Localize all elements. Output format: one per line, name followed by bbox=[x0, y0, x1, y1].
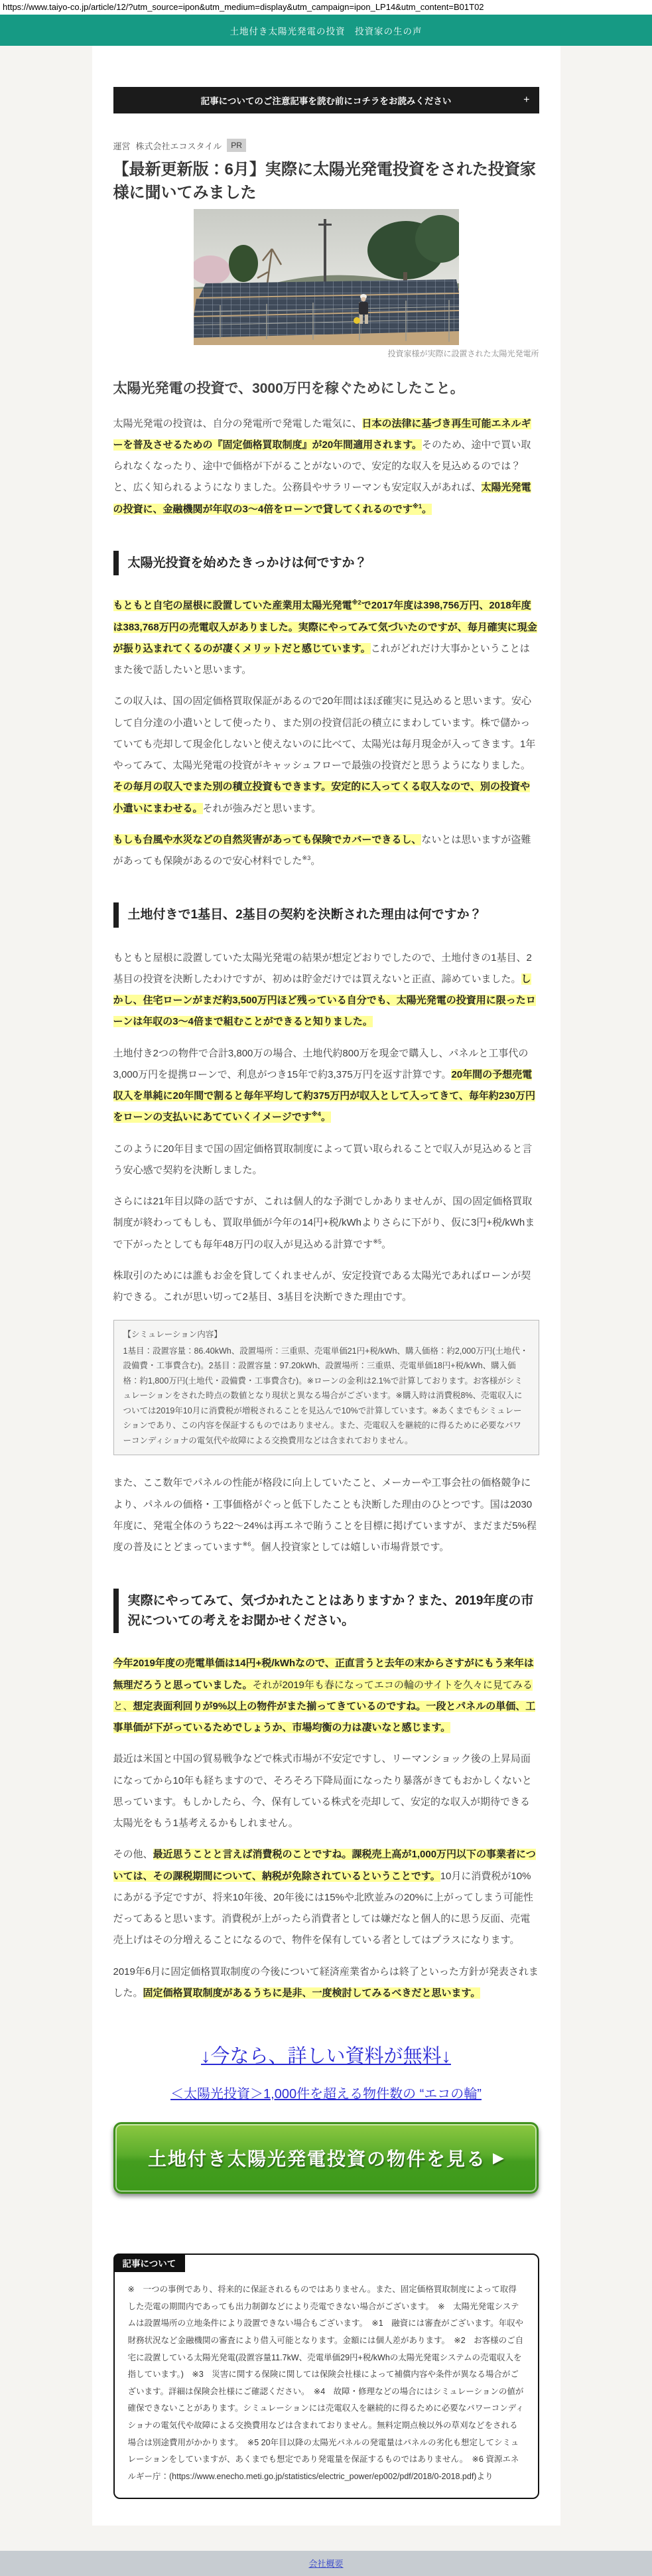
paragraph: 2019年6月に固定価格買取制度の今後について経済産業省からは終了といった方針が発表されました。固定価格買取制度があるうちに是非、一度検討してみるべきだと思います。 bbox=[113, 1966, 539, 1999]
company-overview-link[interactable]: 会社概要 bbox=[308, 2559, 344, 2569]
view-properties-button-label: 土地付き太陽光発電投資の物件を見る bbox=[148, 2149, 487, 2170]
solar-farm-illustration bbox=[194, 209, 459, 345]
notice-label: 記事についてのご注意記事を読む前にコチラをお読みください bbox=[200, 96, 452, 106]
simulation-disclaimer-box bbox=[113, 1320, 539, 1455]
lead-paragraphs bbox=[113, 413, 539, 520]
paragraph: さらには21年目以降の話ですが、これは個人的な予測でしかありませんが、国の固定価格買取制度が終わってもしも、買取単価が今年の14円+税/kWhよりさらに下がり、仮に3円+税/kWhまで下がったとしても毎年48万円の収入が見込める計算です$^{※5}$。 bbox=[113, 1196, 535, 1250]
paragraph: このように20年目まで国の固定価格買取制度によって買い取られることで収入が見込めると言う安心感で契約を決断しました。 bbox=[113, 1143, 533, 1176]
notice-bar[interactable] bbox=[113, 87, 539, 113]
simulation-box-body: 1基目：設置容量：86.40kWh、設置場所：三重県、売電単価21円+税/kWh、購入価格：約2,000万円(土地代・設備費・工事費含む)。2基目：設置容量：97.20kWh、設置場所：三重県、売電単価18円+税/kWh、購入価格：約1,800万円(土地代・設備費・工事費含む)。※ローンの金利は2.1%で計算しております。お客様がシミュレーションをされた時点の数値となり現状と異なる場合がございます。※購入時は消費税8%、売電収入については2019年10月に消費税が増税されることを見込んで10%で計算しています。※あくまでもシミュレーションであり、この内容を保証するものではありません。また、売電収入を継続的に得るために必要なパワーコンディショナの電気代や故障による交換費用などは含まれておりません。 bbox=[123, 1346, 529, 1445]
cta-block bbox=[113, 2041, 539, 2194]
paragraph: もしも台風や水災などの自然災害があっても保険でカバーできるし、ないとは思いますが盗難があっても保険があるので安心材料でした$^{※3}$。 bbox=[113, 833, 531, 867]
arrow-right-icon: ▶ bbox=[493, 2149, 504, 2167]
solar-farm-photo bbox=[194, 209, 459, 345]
section-q3-body bbox=[113, 1653, 539, 2004]
paragraph: 土地付き2つの物件で合計3,800万の場合、土地代約800万を現金で購入し、パネルと工事代の3,000万円を提携ローンで、利息がつき15年で約3,375万円を返す計算です。20年間の予想売電収入を単純に20年間で割ると毎年平均して約375万円が収入として入ってきて、毎年約230万円をローンの支払いにあてていくイメージです$^{※4}$。 bbox=[113, 1047, 535, 1123]
paragraph: その他、最近思うことと言えば消費税のことですね。課税売上高が1,000万円以下の事業者については、その課税期間について、納税が免除されているということです。10月に消費税が10%にあがる予定ですが、将来10年後、20年後には15%や北欧並みの20%に上がってしまう可能性だってあると思います。消費税が上がったら消費者としては嫌だなと個人的に思う反面、売電売上げはその分増えることになるので、物件を保有している者としてはプラスになります。 bbox=[113, 1849, 536, 1946]
pr-badge: PR bbox=[227, 139, 246, 152]
lead-heading: 太陽光発電の投資で、3000万円を稼ぐためにしたこと。 bbox=[113, 380, 464, 396]
article-card bbox=[92, 46, 560, 2526]
section-q1-body bbox=[113, 595, 539, 872]
article-meta bbox=[113, 139, 539, 152]
operator-label: 運営 bbox=[113, 141, 131, 151]
view-properties-button[interactable] bbox=[113, 2122, 539, 2194]
simulation-box-title: 【シミュレーション内容】 bbox=[123, 1330, 222, 1340]
article-title: 【最新更新版：6月】実際に太陽光発電投資をされた投資家様に聞いてみました bbox=[113, 161, 536, 202]
section-q1 bbox=[113, 551, 539, 872]
question-heading: 太陽光投資を始めたきっかけは何ですか？ bbox=[113, 551, 539, 575]
paragraph: もともと自宅の屋根に設置していた産業用太陽光発電$^{※2}$で2017年度は398,756万円、2018年度は383,768万円の売電収入がありました。実際にやってみて気づいたのですが、毎月確実に現金が振り込まれてくるのが凄くメリットだと感じています。これがどれだけ大事かということはまた後で話したいと思います。 bbox=[113, 599, 537, 676]
section-q2-body-after bbox=[113, 1472, 539, 1558]
paragraph: 株取引のためには誰もお金を貸してくれませんが、安定投資である太陽光であればローンが契約できる。これが思い切って2基目、3基目を決断できた理由です。 bbox=[113, 1269, 531, 1303]
browser-url: https://www.taiyo-co.jp/article/12/?utm_source=ipon&utm_medium=display&utm_campaign=ipon_LP14&utm_content=B01T02 bbox=[0, 0, 652, 15]
page-footer bbox=[0, 2551, 652, 2576]
paragraph: 今年2019年度の売電単価は14円+税/kWhなので、正直言うと去年の末からさすがにもう来年は無理だろうと思っていました。それが2019年も春になってエコの輪のサイトを久々に見てみると、想定表面利回りが9%以上の物件がまた揃ってきているのですね。一段とパネルの単価、工事単価が下がっているためでしょうか、市場均衡の力は凄いなと感じます。 bbox=[113, 1658, 536, 1734]
question-heading: 土地付きで1基目、2基目の契約を決断された理由は何ですか？ bbox=[113, 902, 539, 927]
article-notes-box bbox=[113, 2254, 539, 2499]
expand-plus-icon[interactable]: + bbox=[523, 94, 530, 106]
paragraph: また、ここ数年でパネルの性能が格段に向上していたこと、メーカーや工事会社の価格競争により、パネルの価格・工事価格がぐっと低下したことも決断した理由のひとつです。国は2030年度に、発電全体のうち22～24%は再エネで賄うことを目標に掲げていますが、まだまだ5%程度の普及にとどまっています$^{※6}$。個人投資家としては嬉しい市場背景です。 bbox=[113, 1477, 537, 1553]
operator-name: 株式会社エコスタイル bbox=[135, 141, 222, 151]
section-q2-body bbox=[113, 948, 539, 1309]
photo-block bbox=[113, 209, 539, 359]
paragraph: 最近は米国と中国の貿易戦争などで株式市場が不安定ですし、リーマンショック後の上昇局面になってから10年も経ちますので、そろそろ下降局面になったり暴落がきてもおかしくないと思っています。もしかしたら、今、保有している株式を売却して、安定的な収入が期待できる太陽光をもう1基考えるかもしれません。 bbox=[113, 1753, 532, 1829]
question-heading: 実際にやってみて、気づかれたことはありますか？また、2019年度の市況についての考えをお聞かせください。 bbox=[113, 1589, 539, 1633]
eco-no-wa-link[interactable]: ＜太陽光投資＞1,000件を超える物件数の “エコの輪” bbox=[170, 2087, 482, 2102]
section-q2 bbox=[113, 902, 539, 1558]
paragraph: 太陽光発電の投資は、自分の発電所で発電した電気に、日本の法律に基づき再生可能エネルギーを普及させるための『固定価格買取制度』が20年間適用されます。そのため、途中で買い取られなくなったり、途中で価格が下がることがないので、安定的な収入を見込めるのでは？と、広く知られるようになりました。公務員やサラリーマンも安定収入があれば、太陽光発電の投資に、金融機関が年収の3～4倍をローンで貸してくれるのです$^{※1}$。 bbox=[113, 417, 531, 515]
paragraph: この収入は、国の固定価格買取保証があるので20年間はほぼ確実に見込めると思います。安心して自分達の小遣いとして使ったり、また別の投資信託の積立にまわしています。株で儲かっていても売却して現金化しないと使えないのに比べて、太陽光は毎月現金が入ってきます。1年やってみて、太陽光発電の投資がキャッシュフローで最強の投資だと思うようになりました。その毎月の収入でまた別の積立投資もできます。安定的に入ってくる収入なので、別の投資や小遣いにまわせる。それが強みだと思います。 bbox=[113, 695, 536, 814]
notes-box-label: 記事について bbox=[113, 2254, 186, 2272]
free-materials-link[interactable]: ↓今なら、詳しい資料が無料↓ bbox=[200, 2046, 451, 2068]
paragraph: もともと屋根に設置していた太陽光発電の結果が想定どおりでしたので、土地付きの1基目、2基目の投資を決断したわけですが、初めは貯金だけでは買えないと正直、諦めていました。しかし、住宅ローンがまだ約3,500万円ほど残っている自分でも、太陽光発電の投資用に限ったローンは年収の3～4倍まで組むことができると知りました。 bbox=[113, 952, 536, 1028]
site-header-title: 土地付き太陽光発電の投資 投資家の生の声 bbox=[229, 26, 423, 36]
photo-caption: 投資家様が実際に設置された太陽光発電所 bbox=[387, 348, 539, 358]
site-header bbox=[0, 15, 652, 46]
section-q3 bbox=[113, 1589, 539, 2004]
notes-box-text: ※ 一つの事例であり、将来的に保証されるものではありません。また、固定価格買取制度によって取得した売電の期間内であっても出力制御などにより売電できない場合がございます。 ※ 太陽光発電システムは設置場所の立地条件により設置できない場合もございます。 ※1 融資には審査がございます。年収や財務状況など金融機関の審査により借入可能となります。金額には個人差があります。 ※2 お客様のご自宅に設置している太陽光発電(設置容量11.7kW、売電単価29円+税/kWhの太陽光発電システムの売電収入を指しています。) ※3 災害に関する保険に関しては保険会社様によって補償内容や条件が異なる場合がございます。詳細は保険会社様にご確認ください。 ※4 故障・修理などの場合にはシミュレーションの値が確保できないことがあります。シミュレーションには売電収入を継続的に得るために必要なパワーコンディショナの電気代や故障による交換費用などは含まれておりません。無料定期点検以外の草刈などをされる場合は別途費用がかかります。 ※5 20年目以降の太陽光パネルの発電量はパネルの劣化も想定してシミュレーションをしていますが、あくまでも想定であり発電量を保証するものではありません。 ※6 資源エネルギー庁：(https://www.enecho.meti.go.jp/statistics/electric_power/ep002/pdf/2018/0-2018.pdf)より bbox=[127, 2285, 524, 2481]
